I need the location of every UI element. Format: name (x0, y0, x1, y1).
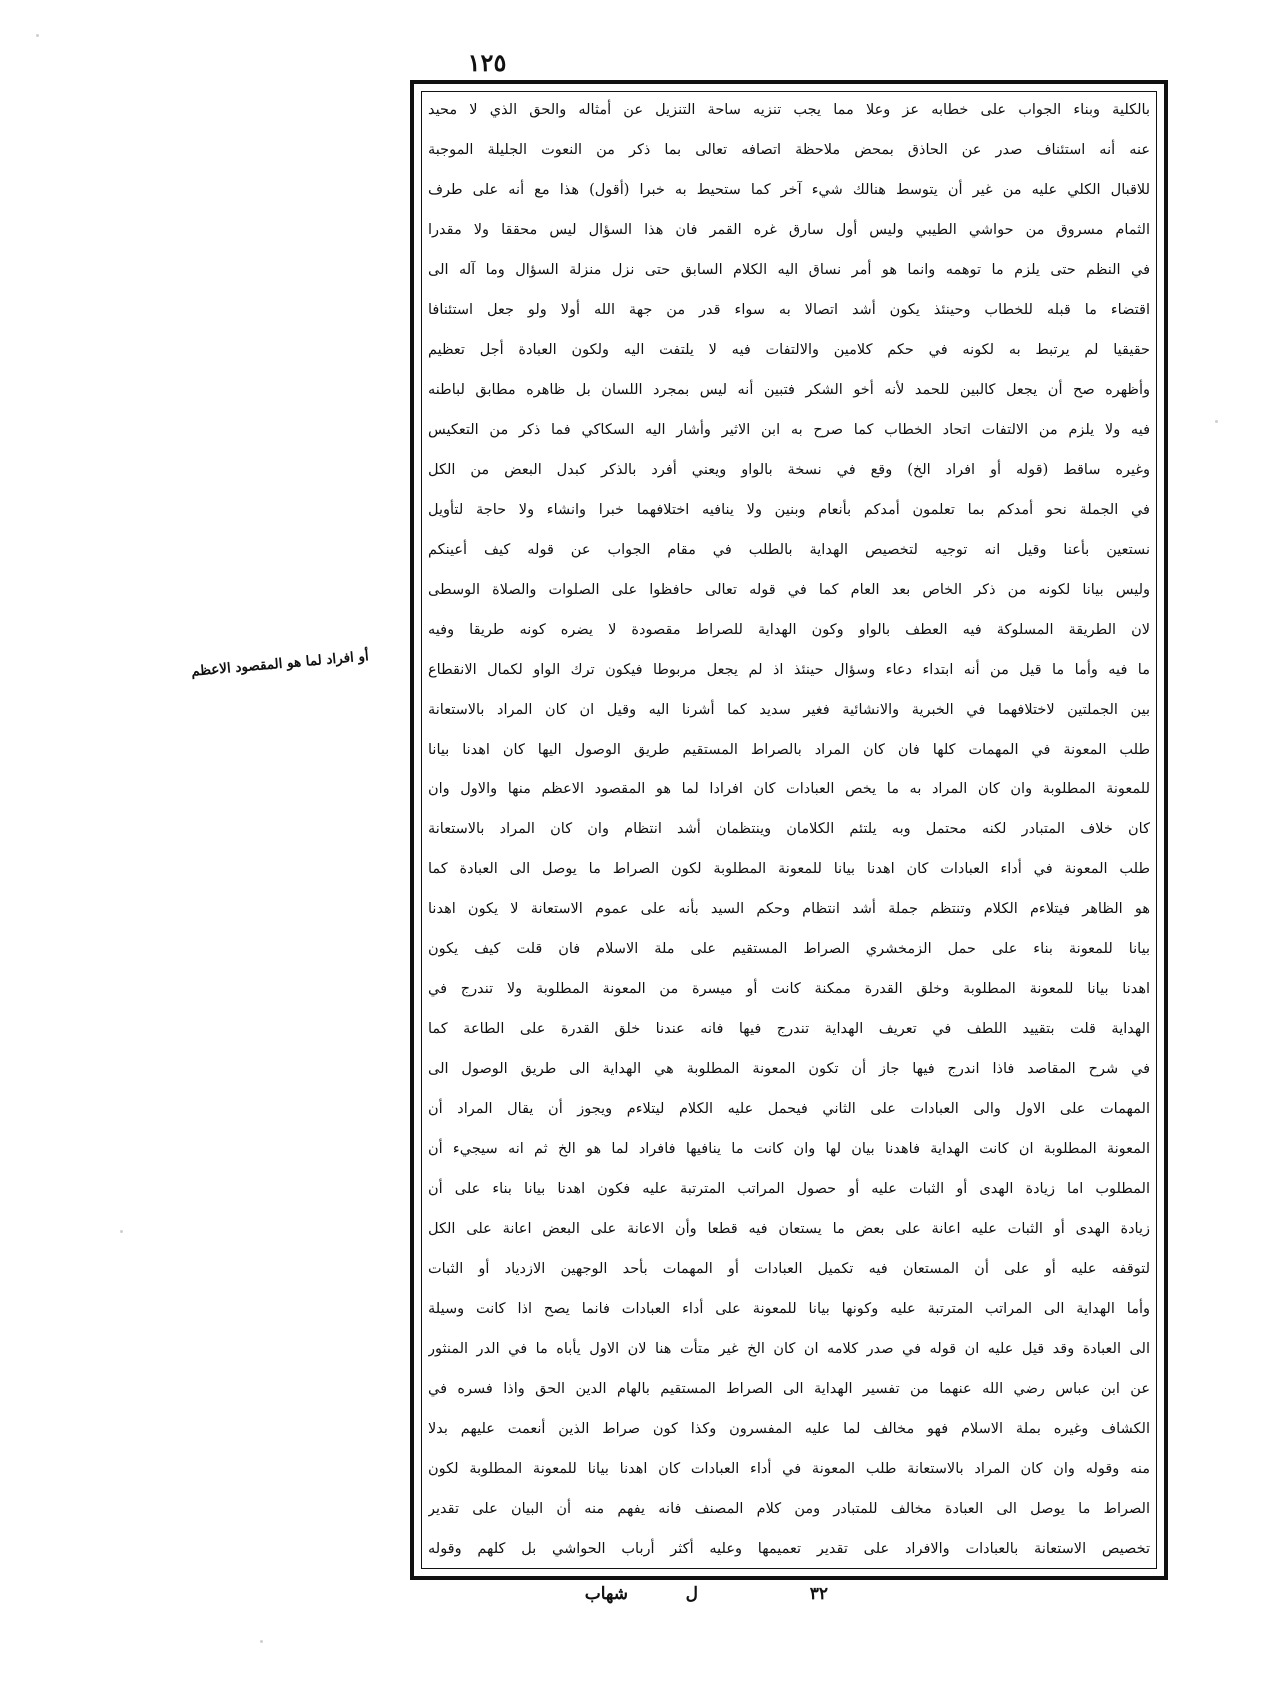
text-line: في النظم حتى يلزم ما توهمه وانما هو أمر نساق اليه الكلام السابق حتى نزل منزلة السؤال وما آله الى (428, 261, 1150, 278)
paper-speck (260, 1640, 263, 1643)
text-line: المهمات على الاول والى العبادات على الثاني فيحمل عليه الكلام ليتلاءم ويجوز أن يقال المراد أن (428, 1101, 1150, 1118)
text-line: الصراط ما يوصل الى العبادة مخالف للمتبادر ومن كلام المصنف فانه يفهم منه أن البيان على تقدير (428, 1500, 1150, 1517)
text-line: بيانا للمعونة بناء على حمل الزمخشري الصراط المستقيم على ملة الاسلام فان قلت كيف يكون (428, 941, 1150, 958)
text-line: فيه ولا يلزم من الالتفات اتحاد الخطاب كما صرح به ابن الاثير وأشار اليه السكاكي فما ذكر من التعكيس (428, 421, 1150, 438)
text-line: الى العبادة وقد قيل عليه ان قوله في صدر كلامه ان كان الخ غير متأت هنا لان الاول يأباه ما في الدر المنثور (428, 1341, 1150, 1358)
text-line: للاقبال الكلي عليه من غير أن يتوسط هنالك شيء آخر كما ستحيط به خبرا (أقول) هذا مع أنه على طرف (428, 181, 1150, 198)
page-footer (410, 1584, 1168, 1614)
text-line: تخصيص الاستعانة بالعبادات والافراد على تقدير تعميمها وعليه أكثر أرباب الحواشي بل كلهم وقوله (428, 1540, 1150, 1557)
text-line: في الجملة نحو أمدكم بما تعلمون أمدكم بأنعام وبنين ولا ينافيه اختلافهما خبرا وانشاء ولا حاجة لتأويل (428, 501, 1150, 518)
text-line: الثمام مسروق من حواشي الطيبي وليس أول سارق غره القمر فان هذا السؤال ليس محققا ولا مقدرا (428, 221, 1150, 238)
text-line: في شرح المقاصد فاذا اندرج فيها جاز أن تكون المعونة المطلوبة هي الهداية الى طريق الوصول الى (428, 1061, 1150, 1078)
text-line: ما فيه وأما ما قيل من أنه ابتداء دعاء وسؤال حينئذ اذ لم يجعل مربوطا فيكون ترك الواو لكمال الانقطاع (428, 661, 1150, 678)
text-line: اقتضاء ما قبله للخطاب وحينئذ يكون أشد اتصالا به سواء قدر من جهة الله أولا ولو جعل استئنافا (428, 301, 1150, 318)
text-line: طلب المعونة في المهمات كلها فان كان المراد بالصراط المستقيم طريق الوصول اليها كان اهدنا بيانا (428, 741, 1150, 758)
text-line: بالكلية وبناء الجواب على خطابه عز وعلا مما يجب تنزيه ساحة التنزيل عن أمثاله والحق الذي لا محيد (428, 102, 1150, 118)
text-body (428, 97, 1150, 1563)
text-line: منه وقوله وان كان المراد بالاستعانة طلب المعونة في أداء العبادات كان اهدنا بيانا للمعونة المطلوبة لكون (428, 1460, 1150, 1477)
text-line: حقيقيا لم يرتبط به لكونه في حكم كلامين والالتفات فيه لا يلتفت اليه ولكون العبادة أجل تعظيم (428, 341, 1150, 358)
paper-speck (1215, 420, 1218, 423)
paper-speck (120, 1230, 123, 1233)
text-line: وأما الهداية الى المراتب المترتبة عليه وكونها بيانا للمعونة على أداء العبادات فانما يصح اذا كانت وسيلة (428, 1301, 1150, 1318)
text-line: وأظهره صح أن يجعل كالبين للحمد لأنه أخو الشكر فتبين أنه ليس بمجرد اللسان بل ظاهره مطابق لباطنه (428, 381, 1150, 398)
text-frame (410, 80, 1168, 1580)
text-line: للمعونة المطلوبة وان كان المراد به ما يخص العبادات كان افرادا لما هو المقصود الاعظم منها والاول وان (428, 781, 1150, 798)
text-line: وغيره ساقط (قوله أو افراد الخ) وقع في نسخة بالواو ويعني أفرد بالذكر كبدل البعض من الكل (428, 461, 1150, 478)
text-line: نستعين بأعنا وقيل انه توجيه لتخصيص الهداية بالطلب في مقام الجواب عن قوله كيف أعينكم (428, 541, 1150, 558)
paper-speck (36, 34, 39, 37)
text-line: الكشاف وغيره بملة الاسلام فهو مخالف لما عليه المفسرون وكذا كون صراط الذين أنعمت عليهم بدلا (428, 1420, 1150, 1437)
page-number: ١٢٥ (467, 48, 507, 77)
text-line: عنه أنه استئناف صدر عن الحاذق بمحض ملاحظة اتصافه تعالى بما ذكر من النعوت الجليلة الموجبة (428, 141, 1150, 158)
footer-number: ٣٢ (809, 1584, 828, 1604)
text-line: المطلوب اما زيادة الهدى أو الثبات عليه أو حصول المراتب المترتبة عليه فكون اهدنا بيانا بناء على أن (428, 1181, 1150, 1198)
text-line: وليس بيانا لكونه من ذكر الخاص بعد العام كما في قوله تعالى حافظوا على الصلوات والصلاة الوسطى (428, 581, 1150, 598)
text-line: كان خلاف المتبادر لكنه محتمل وبه يلتئم الكلامان وينتظمان أشد انتظام وان كان المراد بالاستعانة (428, 821, 1150, 838)
text-line: لتوقفه عليه أو على أن المستعان فيه تكميل العبادات أو المهمات بأحد الوجهين الازدياد أو الثبات (428, 1261, 1150, 1278)
text-line: اهدنا بيانا للمعونة المطلوبة وخلق القدرة ممكنة كانت أو ميسرة من المعونة المطلوبة ولا تندرج في (428, 981, 1150, 998)
text-line: المعونة المطلوبة ان كانت الهداية فاهدنا بيان لها وان كانت ما ينافيها فافراد لما هو الخ ثم انه سيجيء أن (428, 1141, 1150, 1158)
text-line: الهداية قلت بتقييد اللطف في تعريف الهداية تندرج فيها فانه عندنا خلق القدرة على الطاعة كما (428, 1021, 1150, 1038)
text-line: بين الجملتين لاختلافهما في الخبرية والانشائية فغير سديد كما أشرنا اليه وقيل ان كان المراد بالاستعانة (428, 701, 1150, 718)
text-frame-inner-border (421, 91, 1157, 1569)
text-line: هو الظاهر فيتلاءم الكلام وتنتظم جملة أشد انتظام وحكم السيد بأنه على عموم الاستعانة لا يكون اهدنا (428, 901, 1150, 918)
margin-note: أو افراد لما هو المقصود الاعظم (190, 648, 370, 680)
text-line: عن ابن عباس رضي الله عنهما من تفسير الهداية الى الصراط المستقيم بالهام الدين الحق واذا فسره في (428, 1381, 1150, 1397)
footer-word: شهاب (584, 1584, 628, 1604)
footer-letter: ل (685, 1584, 698, 1604)
text-line: زيادة الهدى أو الثبات عليه اعانة على بعض ما يستعان فيه قطعا وأن الاعانة على البعض اعانة على الكل (428, 1221, 1150, 1238)
text-line: طلب المعونة في أداء العبادات كان اهدنا بيانا للمعونة المطلوبة لكون الصراط ما يوصل الى العبادة كما (428, 861, 1150, 878)
text-line: لان الطريقة المسلوكة فيه العطف بالواو وكون الهداية للصراط مقصودة لا يضره كونه طريقا وفيه (428, 621, 1150, 638)
